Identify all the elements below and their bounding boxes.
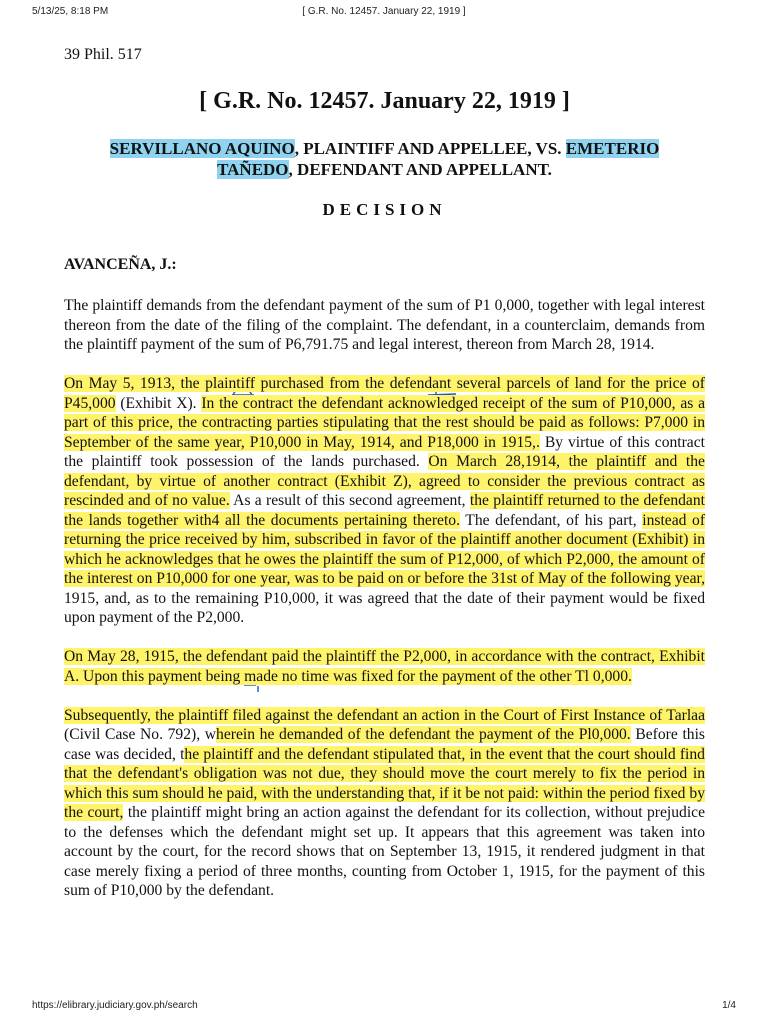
citation: 39 Phil. 517 [64, 46, 142, 63]
highlight: On March 28,1914, the plaintiff and the defendant, by virtue of another contract (Exhibit Z), agreed to consider the previous contract as rescinded and of no value. [64, 453, 705, 509]
decision-heading: DECISION [322, 200, 447, 219]
party-role-1: , PLAINTIFF AND APPELLEE, VS. [294, 139, 566, 158]
text-run: the plaintiff might bring an action against the defendant for its collection, without prejudice to the defenses which the defendant might set up. It appears that this agreement was taken into account by the court, for the record shows that on September 13, 1915, it rendered judgment in that case merely fixing a period of three months, counting from October 1, 1915, for the payment of this sum of P10,000 by the defendant. [64, 804, 705, 899]
paragraph-2 [64, 374, 705, 628]
text-run: (Exhibit X). [115, 394, 202, 412]
text-run: 1915, and, as to the remaining P10,000, it was agreed that the date of their payment would be fixed upon payment of the P2,000. [64, 589, 705, 626]
highlight: the plaintiff returned to the defendant the lands together with4 all the documents pertaining thereto. [64, 492, 705, 529]
highlight: Subsequently, the plaintiff filed against the defendant an action in the Court of First Instance of Tarlaa [64, 706, 705, 724]
paragraph-3 [64, 647, 705, 686]
highlight: herein he demanded of the defendant the payment of the Pl0,000. [216, 726, 631, 743]
text-run: (Civil Case No. 792), w [64, 726, 217, 743]
text-run: As a result of this second agreement, [229, 492, 470, 509]
party-defendant-last: TAÑEDO [217, 160, 289, 179]
case-number-title: [ G.R. No. 12457. January 22, 1919 ] [199, 88, 570, 114]
party-role-2: , DEFENDANT AND APPELLANT. [288, 160, 552, 179]
page-number: 1/4 [722, 1000, 736, 1011]
party-defendant-first: EMETERIO [565, 139, 660, 158]
highlight: In the contract the defendant acknowledged receipt of the sum of P10,000, as a part of this price, the contracting parties stipulating that the rest should be paid as follows: P7,000 in September of the same year, P10,000 in May, 1914, and P18,000 in 1915,. [64, 394, 705, 451]
print-url: https://elibrary.judiciary.gov.ph/search [32, 1000, 198, 1011]
paragraph-1: The plaintiff demands from the defendant payment of the sum of P1 0,000, together with legal interest thereon from the date of the filing of the complaint. The defendant, in a counterclaim, demands from the plaintiff payment of the sum of P6,791.75 and legal interest, thereon from March 28, 1914. [64, 297, 705, 353]
highlight: On May 28, 1915, the defendant paid the plaintiff the P2,000, in accordance with the contract, Exhibit A. Upon this payment being made no time was fixed for the payment of the other Tl 0,000. [64, 648, 705, 685]
highlight: instead of returning the price received by him, subscribed in favor of the plaintiff another document (Exhibit) in which he acknowledges that he owes the plaintiff the sum of P12,000, of which P2,000, the amount of the interest on P10,000 for one year, was to be paid on or before the 31st of May of the following year, [64, 511, 706, 587]
highlight: On May 5, 1913, the plaintiff purchased from the defendant several parcels of land for the price of P45,000 [64, 375, 705, 412]
text-run: By virtue of this contract the plaintiff took possession of the lands purchased. [64, 433, 705, 470]
print-footer [32, 1000, 736, 1014]
paragraph-4 [64, 706, 705, 901]
highlight: he plaintiff and the defendant stipulated that, in the event that the court should find that the defendant's obligation was not due, they should move the court merely to fix the period in which this sum should he paid, with the understanding that, if it be not paid: within the period fixed by the court, [64, 745, 705, 821]
text-run: Before this case was decided, t [64, 726, 705, 763]
document-body [64, 44, 705, 920]
case-parties [64, 138, 705, 180]
print-datetime: 5/13/25, 8:18 PM [32, 6, 109, 17]
print-header [32, 6, 736, 20]
party-plaintiff: SERVILLANO AQUINO [109, 139, 295, 158]
ponente: AVANCEÑA, J.: [64, 256, 177, 273]
text-run: The defendant, of his part, [459, 511, 643, 529]
print-title: [ G.R. No. 12457. January 22, 1919 ] [302, 6, 466, 17]
